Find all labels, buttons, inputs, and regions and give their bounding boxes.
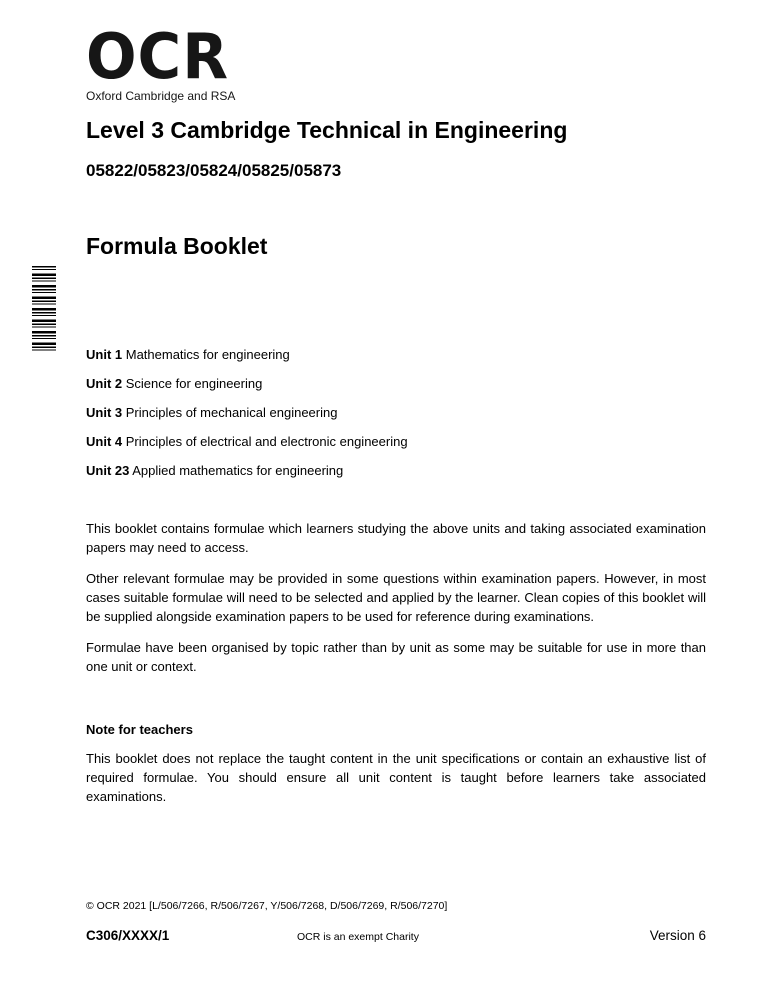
unit-label: Unit 23 — [86, 462, 130, 478]
unit-label: Unit 2 — [86, 375, 123, 391]
charity-note: OCR is an exempt Charity — [297, 931, 419, 943]
unit-label: Unit 3 — [86, 404, 123, 420]
unit-label: Unit 4 — [86, 433, 123, 449]
page-title: Level 3 Cambridge Technical in Engineering — [86, 117, 568, 143]
unit-text: Mathematics for engineering — [122, 346, 290, 362]
version-label: Version 6 — [649, 928, 706, 943]
intro-paragraph-3: Formulae have been organised by topic rather than by unit as some may be suitable for use in more than one unit or context. — [86, 639, 706, 674]
copyright-line: © OCR 2021 [L/506/7266, R/506/7267, Y/506/7268, D/506/7269, R/506/7270] — [86, 900, 448, 912]
qualification-codes: 05822/05823/05824/05825/05873 — [86, 160, 342, 180]
page-content — [86, 0, 706, 806]
intro-paragraph-1: This booklet contains formulae which learners studying the above units and taking associated examination papers may need to access. — [86, 520, 706, 555]
note-for-teachers-body: This booklet does not replace the taught content in the unit specifications or contain an exhaustive list of required formulae. You should ensure all unit content is taught before learners take associated examinations. — [86, 750, 706, 804]
unit-text: Principles of mechanical engineering — [122, 404, 338, 420]
unit-item-1 — [86, 347, 706, 363]
barcode — [32, 266, 56, 352]
ocr-logo-text: OCR — [86, 20, 229, 93]
intro-paragraph-2: Other relevant formulae may be provided in some questions within examination papers. However, in most cases suitable formulae will need to be selected and applied by the learner. Clean copies of this booklet will be supplied alongside examination papers to be used for reference during examinations. — [86, 570, 706, 624]
unit-item-3 — [86, 405, 706, 421]
unit-list — [86, 347, 706, 479]
unit-item-2 — [86, 376, 706, 392]
unit-text: Science for engineering — [122, 375, 263, 391]
unit-label: Unit 1 — [86, 346, 123, 362]
unit-text: Applied mathematics for engineering — [129, 462, 344, 478]
document-code: C306/XXXX/1 — [86, 928, 170, 943]
unit-item-4 — [86, 434, 706, 450]
unit-text: Principles of electrical and electronic engineering — [122, 433, 408, 449]
ocr-logo-tagline: Oxford Cambridge and RSA — [86, 89, 236, 103]
unit-item-23 — [86, 463, 706, 479]
ocr-logo — [86, 20, 706, 103]
note-for-teachers-heading: Note for teachers — [86, 721, 193, 737]
booklet-title: Formula Booklet — [86, 232, 268, 259]
